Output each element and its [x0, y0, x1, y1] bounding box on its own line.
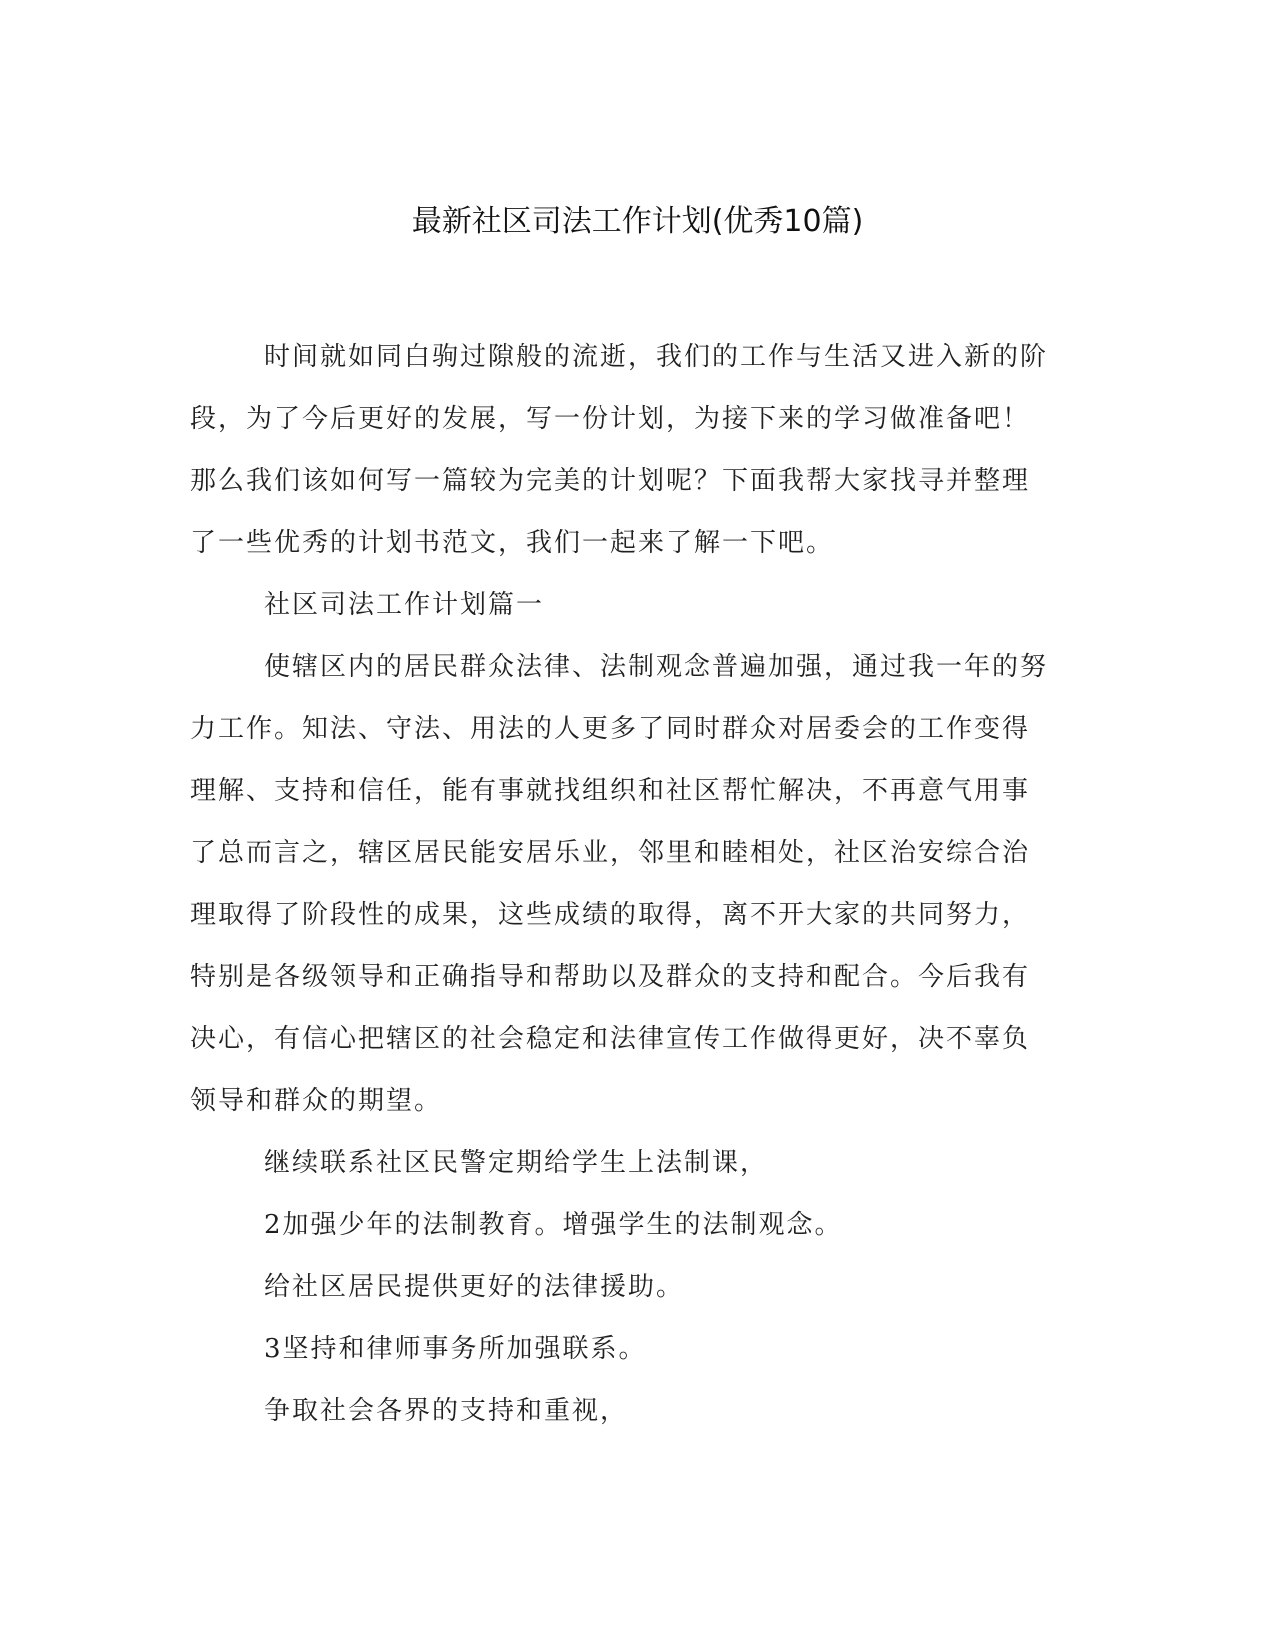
paragraph-line: 了总而言之，辖区居民能安居乐业，邻里和睦相处，社区治安综合治: [190, 838, 1031, 868]
paragraph-line: 段，为了今后更好的发展，写一份计划，为接下来的学习做准备吧！: [190, 404, 1031, 434]
paragraph-line: 理取得了阶段性的成果，这些成绩的取得，离不开大家的共同努力，: [190, 900, 1031, 930]
paragraph-line: 领导和群众的期望。: [190, 1086, 443, 1116]
paragraph-line: 继续联系社区民警定期给学生上法制课，: [264, 1148, 769, 1178]
paragraph-line: 3坚持和律师事务所加强联系。: [264, 1334, 647, 1364]
paragraph-line: 时间就如同白驹过隙般的流逝，我们的工作与生活又进入新的阶: [264, 342, 1049, 372]
paragraph-line: 特别是各级领导和正确指导和帮助以及群众的支持和配合。今后我有: [190, 962, 1031, 992]
paragraph-line: 力工作。知法、守法、用法的人更多了同时群众对居委会的工作变得: [190, 714, 1031, 744]
document-title: 最新社区司法工作计划(优秀10篇): [411, 204, 864, 239]
paragraph-line: 2加强少年的法制教育。增强学生的法制观念。: [264, 1210, 843, 1240]
paragraph-line: 争取社会各界的支持和重视，: [264, 1396, 629, 1426]
paragraph-line: 那么我们该如何写一篇较为完美的计划呢？下面我帮大家找寻并整理: [190, 466, 1031, 496]
paragraph-line: 给社区居民提供更好的法律援助。: [264, 1272, 685, 1302]
paragraph-line: 使辖区内的居民群众法律、法制观念普遍加强，通过我一年的努: [264, 652, 1049, 682]
paragraph-line: 了一些优秀的计划书范文，我们一起来了解一下吧。: [190, 528, 835, 558]
document-body: [190, 326, 1090, 1442]
paragraph-line: 决心，有信心把辖区的社会稳定和法律宣传工作做得更好，决不辜负: [190, 1024, 1031, 1054]
paragraph-line: 理解、支持和信任，能有事就找组织和社区帮忙解决，不再意气用事: [190, 776, 1031, 806]
section-heading: 社区司法工作计划篇一: [264, 590, 545, 620]
